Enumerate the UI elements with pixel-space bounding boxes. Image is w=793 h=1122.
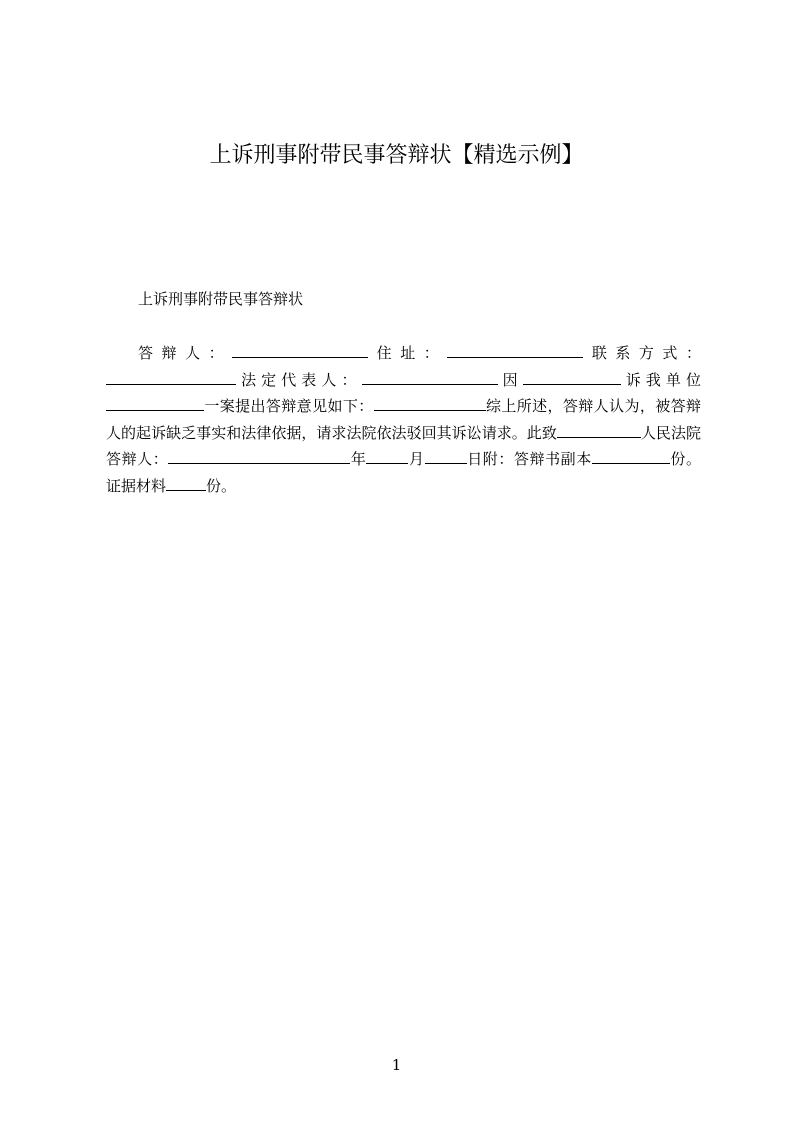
legal-rep-blank[interactable] bbox=[362, 368, 498, 385]
document-body bbox=[106, 340, 701, 499]
court-respondent-label: 人民法院答辩人： bbox=[106, 423, 701, 468]
evidence-label: 份。证据材料 bbox=[106, 450, 701, 495]
page-number: 1 bbox=[391, 1056, 402, 1074]
copies-end-label: 份。 bbox=[206, 476, 237, 495]
opinion-blank[interactable] bbox=[374, 394, 486, 411]
month-blank[interactable] bbox=[366, 447, 408, 464]
address-blank[interactable] bbox=[447, 341, 583, 358]
address-label: 住址： bbox=[368, 344, 448, 362]
opinion-label: 一案提出答辩意见如下： bbox=[204, 397, 374, 415]
respondent-label: 答辩人： bbox=[138, 344, 233, 362]
cause-label: 因 bbox=[497, 370, 523, 389]
contact-blank[interactable] bbox=[106, 368, 236, 385]
month-label: 月 bbox=[408, 450, 425, 468]
sue-label: 诉我单位 bbox=[620, 370, 701, 389]
day-blank[interactable] bbox=[425, 447, 467, 464]
attachment-label: 日附：答辩书副本 bbox=[466, 450, 592, 468]
respondent-blank[interactable] bbox=[232, 341, 368, 358]
legal-rep-label: 法定代表人： bbox=[236, 370, 362, 389]
conclusion-text: 综上所述，答辩人认为，被答辩人的起诉缺乏事实和法律依据，请求法院依法驳回其诉讼请求。此致 bbox=[106, 397, 701, 442]
contact-label: 联系方式： bbox=[583, 344, 701, 362]
year-label: 年 bbox=[350, 450, 367, 468]
court-blank[interactable] bbox=[557, 421, 641, 438]
copies-blank[interactable] bbox=[592, 447, 670, 464]
document-subtitle: 上诉刑事附带民事答辩状 bbox=[138, 290, 304, 308]
document-title: 上诉刑事附带民事答辩状【精选示例】 bbox=[209, 143, 584, 168]
case-blank[interactable] bbox=[106, 394, 204, 411]
plaintiff-blank[interactable] bbox=[523, 368, 621, 385]
evidence-blank[interactable] bbox=[166, 474, 206, 491]
signature-blank[interactable] bbox=[168, 447, 350, 464]
